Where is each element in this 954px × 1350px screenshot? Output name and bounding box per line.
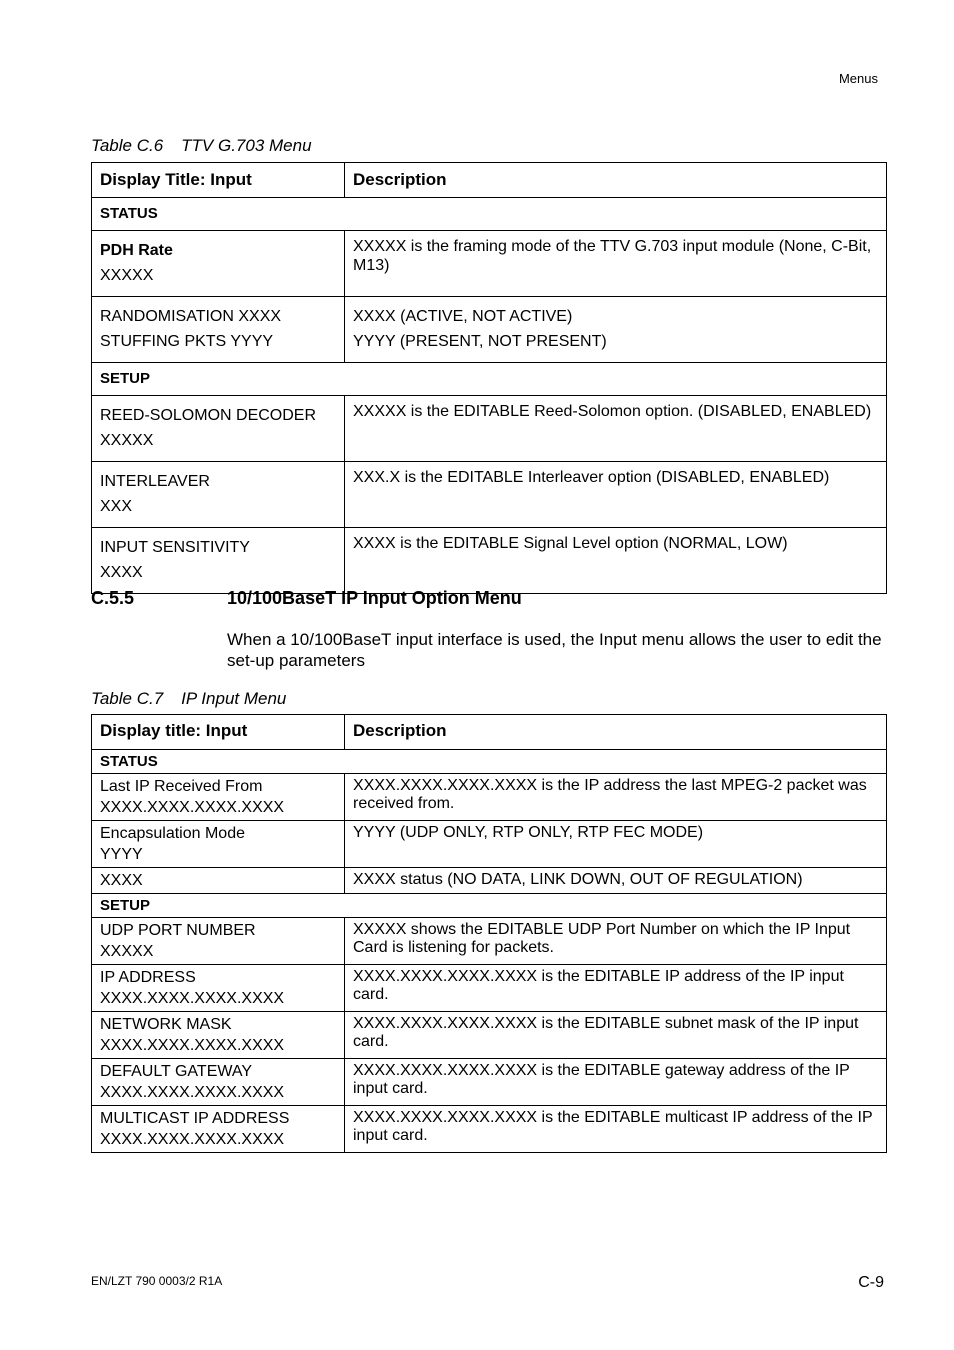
field-line: RANDOMISATION XXXX xyxy=(100,308,282,325)
table-header-row xyxy=(92,715,887,750)
caption-title: TTV G.703 Menu xyxy=(181,136,312,155)
section-row xyxy=(92,894,887,918)
table-row xyxy=(92,1059,887,1106)
field-value: XXXX.XXXX.XXXX.XXXX xyxy=(100,1084,285,1101)
field-name: MULTICAST IP ADDRESS xyxy=(100,1110,290,1127)
table-row xyxy=(92,231,887,297)
field-name: UDP PORT NUMBER xyxy=(100,922,256,939)
running-header: Menus xyxy=(838,71,878,86)
description-cell: XXXX.XXXX.XXXX.XXXX is the EDITABLE multicast IP address of the IP input card. xyxy=(345,1106,887,1153)
description-cell: XXXX.XXXX.XXXX.XXXX is the EDITABLE gateway address of the IP input card. xyxy=(345,1059,887,1106)
column-header: Display Title: Input xyxy=(92,163,345,198)
description-cell: XXX.X is the EDITABLE Interleaver option (DISABLED, ENABLED) xyxy=(345,462,887,528)
display-title-cell xyxy=(92,1059,345,1106)
field-name: INPUT SENSITIVITY xyxy=(100,539,250,556)
display-title-cell xyxy=(92,462,345,528)
field-name: Last IP Received From xyxy=(100,778,263,795)
display-title-cell xyxy=(92,918,345,965)
description-cell: XXXX.XXXX.XXXX.XXXX is the EDITABLE IP address of the IP input card. xyxy=(345,965,887,1012)
display-title-cell xyxy=(92,868,345,894)
display-title-cell xyxy=(92,965,345,1012)
table-row xyxy=(92,965,887,1012)
table-c7-caption xyxy=(91,689,286,709)
field-name: PDH Rate xyxy=(100,242,173,259)
description-cell: XXXX is the EDITABLE Signal Level option (NORMAL, LOW) xyxy=(345,528,887,594)
display-title-cell xyxy=(92,297,345,363)
section-row xyxy=(92,198,887,231)
section-paragraph: When a 10/100BaseT input interface is used, the Input menu allows the user to edit the set-up parameters xyxy=(227,630,882,670)
description-cell: XXXX.XXXX.XXXX.XXXX is the IP address the last MPEG-2 packet was received from. xyxy=(345,774,887,821)
table-row xyxy=(92,297,887,363)
section-label-status: STATUS xyxy=(92,198,887,231)
description-cell xyxy=(345,297,887,363)
description-cell: XXXX status (NO DATA, LINK DOWN, OUT OF REGULATION) xyxy=(345,868,887,894)
description-line: YYYY (PRESENT, NOT PRESENT) xyxy=(353,333,607,350)
table-row xyxy=(92,868,887,894)
section-row xyxy=(92,750,887,774)
field-value: YYYY xyxy=(100,846,143,863)
page-number: C-9 xyxy=(858,1274,884,1291)
field-value: XXXXX xyxy=(100,267,154,284)
document-reference: EN/LZT 790 0003/2 R1A xyxy=(91,1274,223,1288)
field-name: REED-SOLOMON DECODER xyxy=(100,407,317,424)
table-row xyxy=(92,462,887,528)
display-title-cell xyxy=(92,231,345,297)
field-name: IP ADDRESS xyxy=(100,969,196,986)
field-value: XXXX xyxy=(100,564,143,581)
table-row xyxy=(92,528,887,594)
display-title-cell xyxy=(92,528,345,594)
table-c7 xyxy=(91,714,887,1153)
display-title-cell xyxy=(92,821,345,868)
section-heading: 10/100BaseT IP Input Option Menu xyxy=(227,588,522,608)
field-value: XXX xyxy=(100,498,133,515)
field-line: STUFFING PKTS YYYY xyxy=(100,333,274,350)
field-value: XXXX.XXXX.XXXX.XXXX xyxy=(100,1131,285,1148)
display-title-cell xyxy=(92,1106,345,1153)
caption-label: Table C.7 xyxy=(91,689,164,708)
field-name: XXXX xyxy=(100,872,143,889)
section-label-setup: SETUP xyxy=(92,363,887,396)
description-line: XXXX (ACTIVE, NOT ACTIVE) xyxy=(353,308,573,325)
caption-label: Table C.6 xyxy=(91,136,164,155)
table-header-row xyxy=(92,163,887,198)
description-cell: XXXXX is the framing mode of the TTV G.703 input module (None, C-Bit, M13) xyxy=(345,231,887,297)
field-name: NETWORK MASK xyxy=(100,1016,232,1033)
display-title-cell xyxy=(92,1012,345,1059)
description-cell: YYYY (UDP ONLY, RTP ONLY, RTP FEC MODE) xyxy=(345,821,887,868)
column-header: Description xyxy=(345,715,887,750)
description-cell: XXXXX shows the EDITABLE UDP Port Number on which the IP Input Card is listening for packets. xyxy=(345,918,887,965)
table-row xyxy=(92,1106,887,1153)
field-name: DEFAULT GATEWAY xyxy=(100,1063,253,1080)
field-value: XXXXX xyxy=(100,943,154,960)
table-row xyxy=(92,774,887,821)
caption-title: IP Input Menu xyxy=(181,689,287,708)
display-title-cell xyxy=(92,774,345,821)
field-value: XXXX.XXXX.XXXX.XXXX xyxy=(100,990,285,1007)
table-row xyxy=(92,821,887,868)
description-cell: XXXXX is the EDITABLE Reed-Solomon option. (DISABLED, ENABLED) xyxy=(345,396,887,462)
table-row xyxy=(92,918,887,965)
field-value: XXXX.XXXX.XXXX.XXXX xyxy=(100,1037,285,1054)
section-label-status: STATUS xyxy=(92,750,887,774)
table-row xyxy=(92,1012,887,1059)
column-header: Description xyxy=(345,163,887,198)
section-row xyxy=(92,363,887,396)
table-c6 xyxy=(91,162,887,594)
section-label-setup: SETUP xyxy=(92,894,887,918)
table-row xyxy=(92,396,887,462)
field-name: INTERLEAVER xyxy=(100,473,210,490)
description-cell: XXXX.XXXX.XXXX.XXXX is the EDITABLE subnet mask of the IP input card. xyxy=(345,1012,887,1059)
table-c6-caption xyxy=(91,136,312,156)
column-header: Display title: Input xyxy=(92,715,345,750)
field-value: XXXX.XXXX.XXXX.XXXX xyxy=(100,799,285,816)
field-name: Encapsulation Mode xyxy=(100,825,245,842)
display-title-cell xyxy=(92,396,345,462)
section-number: C.5.5 xyxy=(91,588,135,608)
field-value: XXXXX xyxy=(100,432,154,449)
